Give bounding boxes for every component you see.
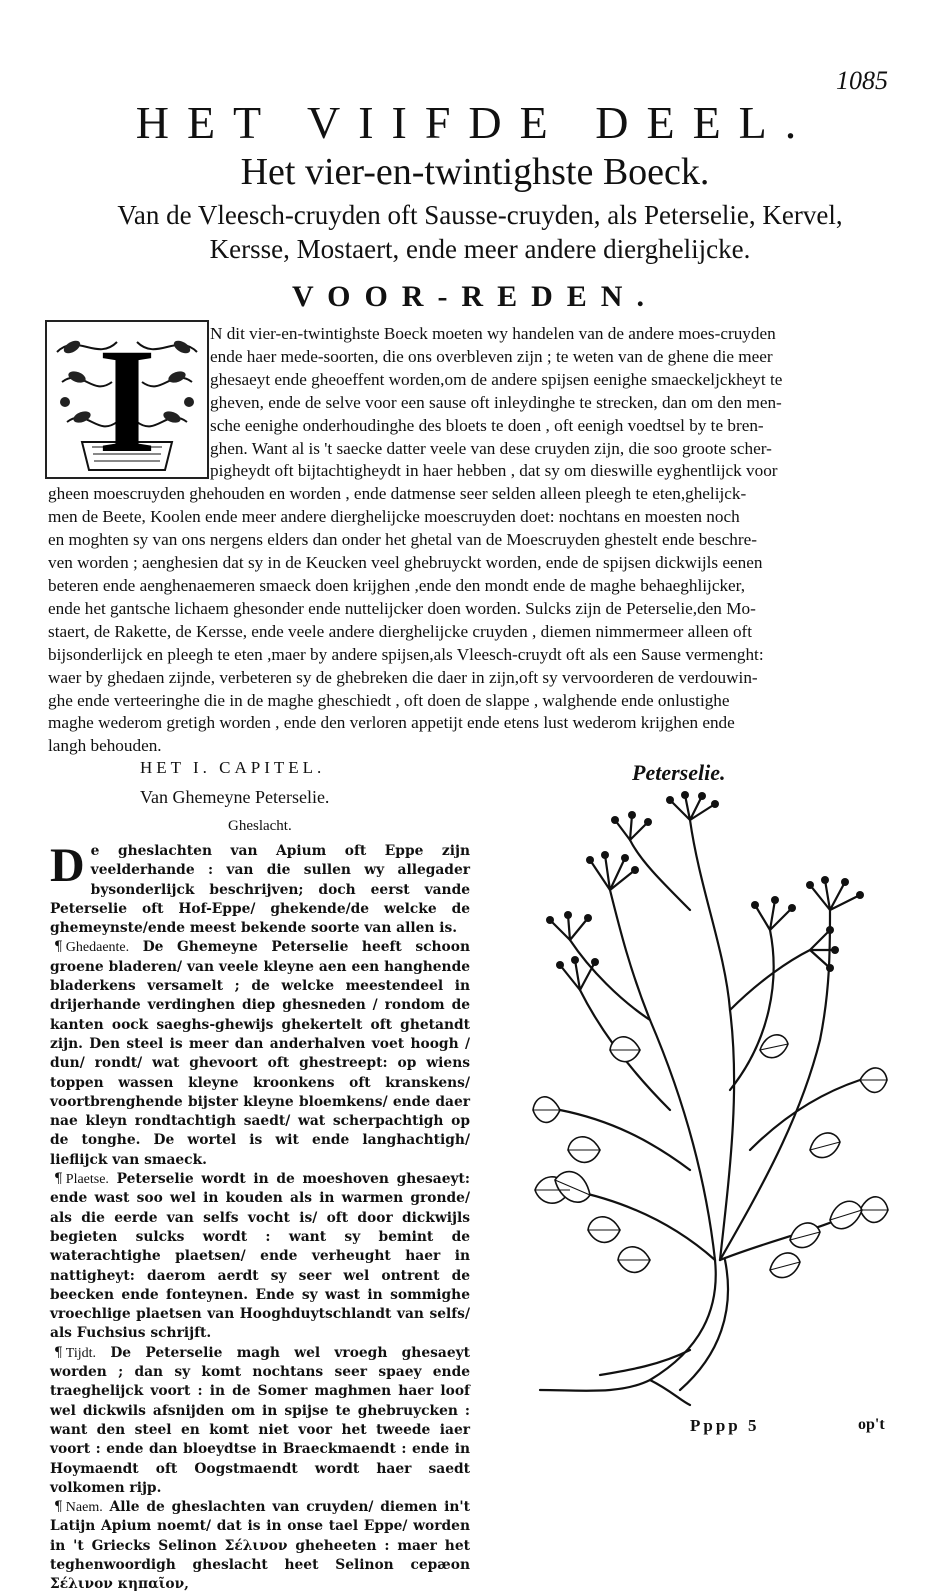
preface-line: pigheydt oft bijtachtigheydt in haer hebben , dat sy om dieswille eyghentlijck voor: [210, 461, 778, 481]
preface-line: beteren ende aenghenaemeren smaeck doen krijghen ,ende den mondt ende de maghe behaeghlijcker,: [48, 575, 745, 595]
preface-line: staert, de Rakette, de Kersse, ende veele andere dierghelijcke cruyden , diemen nimmermeer alleen oft: [48, 621, 753, 641]
drop-letter: D: [50, 839, 85, 892]
chapter-body: [50, 839, 471, 1595]
paragraph-text: De Peterselie magh wel vroegh ghesaeyt worden ; dan sy komt nochtans seer spaey ende traeghelijck voort : in de Somer maghmen haer loof wel dickwils afsnijden om in spijse te ghebruycken : want den steel en komt niet voor het tweede iaer voort : ende dan bloeydtse in Braeckmaendt : ende in Hoymaendt oft Oogstmaendt wordt haer saedt volkomen rijp.: [50, 1344, 470, 1496]
preface-line: bijsonderlijck en pleegh te eten ,maer by andere spijsen,als Vleesch-cruydt oft als een Sause vermenght:: [48, 644, 764, 664]
book-subtitle: Van de Vleesch-cruyden oft Sausse-cruyden, als Peterselie, Kervel, Kersse, Mostaert, ende meer andere dierghelijcke.: [117, 200, 843, 264]
preface-heading: VOOR-REDEN.: [292, 280, 658, 313]
preface-line: en moghten sy van ons nergens elders dan onder het ghetal van de Moescruyden ghestelt ende beschre-: [48, 530, 757, 550]
paragraph-tijdt: [50, 1344, 470, 1498]
paragraph-lead: Plaetse.: [65, 1172, 109, 1188]
paragraph-plaetse: [50, 1170, 470, 1344]
preface-line: ghen. Want al is 't saecke datter veele van dese cruyden zijn, die soo groote scher-: [210, 438, 772, 458]
preface-line: ghe ende verteeringhe die in de maghe gheschiedt , oft doen de slappe , walghende ende onlustighe: [48, 690, 730, 710]
signature-mark: Pppp 5: [690, 1416, 760, 1435]
book-title: Het vier-en-twintighste Boeck.: [240, 151, 710, 193]
preface-line: gheen moescruyden ghehouden en worden , ende datmense seer selden alleen pleegh te eten,ghelijck-: [48, 484, 747, 504]
chapter-heading: HET I. CAPITEL.: [140, 758, 326, 777]
chapter-title: Van Ghemeyne Peterselie.: [140, 787, 330, 807]
preface-line: men de Beete, Koolen ende meer andere dierghelijcke moescruyden doet: nochtans en moesten noch: [48, 507, 740, 527]
parsley-plant-illustration: [530, 790, 890, 1410]
paragraph-lead: Tijdt.: [65, 1345, 97, 1361]
preface-line: ende haer mede-soorten, die ons overbleven zijn ; te weten van de ghene die meer: [210, 346, 773, 366]
paragraph-lead: Ghedaente.: [65, 940, 130, 956]
section-label: Gheslacht.: [228, 818, 292, 834]
pilcrow-icon: ¶: [54, 1171, 63, 1188]
preface-line: ende het gantsche lichaem ghesonder ende nuttelijcker doen worden. Sulcks zijn de Peterselie,den Mo-: [48, 598, 756, 618]
paragraph-text: Alle de gheslachten van cruyden/ diemen in't Latijn Apium noemt/ dat is in onse tael Eppe/ worden in 't Griecks Selinon Σέλινον gheheeten : maer het teghenwoordigh gheslacht heet Selinon cepæon Σέλινον κηπαῖον,: [50, 1499, 470, 1593]
preface-line: gheven, ende de selve voor een sause oft inleydinghe te strecken, dan om den men-: [210, 392, 782, 412]
preface-line: langh behouden.: [48, 736, 162, 756]
paragraph-text: Peterselie wordt in de moeshoven ghesaeyt: ende wast soo wel in kouden als in warmen gronde/ als die eerde van selfs vocht is/ oft door dickwijls begieten sulcks wordt : want sy bemint de waterachtighe plaetsen/ ende verheught haer in nattigheyt: daerom aerdt sy seer wel ontrent de beecken ende fonteynen. Ende sy wast in sommighe vroechlige plaetsen van Hooghduytschlandt van selfs/ als Fuchsius schrijft.: [50, 1171, 471, 1342]
paragraph-ghedaente: [50, 938, 470, 1170]
drop-cap-letter: I: [97, 320, 157, 479]
paragraph-naem: [50, 1498, 470, 1594]
preface-line: sche eenighe onderhoudinghe des bloets te doen , oft eenigh voedtsel by te bren-: [210, 415, 764, 435]
paragraph-text: e gheslachten van Apium oft Eppe zijn veelderhande : van die sullen wy allegader bysonderlijck beschrijven; doch eerst vande Peterselie oft Hof-Eppe/ ghekende/de welcke de ghemeynste/ende meest bekende soorte van allen is.: [50, 843, 470, 937]
preface-line: ven worden ; aenghesien dat sy in de Keucken veel ghebruyckt worden, ende de spijsen dickwijls eenen: [48, 553, 763, 573]
paragraph-text: De Ghemeyne Peterselie heeft schoon groene bladeren/ van veele kleyne aen een hanghende bladerkens versamelt ; de welcke meestendeel in drijerhande verdinghen diep ghesneden / rondom de kanten oock saeghs-ghewijs ghekertelt oft ghetandt zijn. Den steel is meer dan anderhalven voet hoogh / dun/ rondt/ wat ghevoort oft ghestreept: op wiens toppen wassen kleyne kroonkens oft kranskens/ voortbrenghende bijster kleyne bloemkens/ ende daer nae kleyn rondtachtigh saedt/ wat scherpachtigh op de tonghe. De wortel is wit ende langhachtigh/ lieflijck van smaeck.: [50, 939, 470, 1168]
preface-line: N dit vier-en-twintighste Boeck moeten wy handelen van de andere moes-cruyden: [210, 324, 776, 343]
paragraph-gheslacht: [50, 839, 470, 938]
page-number: 1085: [836, 66, 888, 95]
paragraph-lead: Naem.: [65, 1500, 103, 1516]
preface-line: maghe wederom gretigh worden , ende den verloren appetijt ende etens lust wederom krijghen ende: [48, 713, 735, 733]
pilcrow-icon: ¶: [54, 1344, 63, 1361]
part-title: HET VIIFDE DEEL.: [135, 97, 815, 148]
preface-line: ghesaeyt ende gheoeffent worden,om de andere spijsen eenighe smaeckeljckheyt te: [210, 369, 783, 389]
preface-line: waer by ghedaen zijnde, verbeteren sy de ghebreken die daer in zijn,oft sy vervoorderen de verdouwin-: [48, 667, 758, 687]
pilcrow-icon: ¶: [54, 939, 63, 956]
catchword: op't: [858, 1416, 885, 1433]
preface-text: [48, 320, 896, 758]
pilcrow-icon: ¶: [54, 1499, 63, 1516]
plant-caption: Peterselie.: [632, 760, 726, 785]
